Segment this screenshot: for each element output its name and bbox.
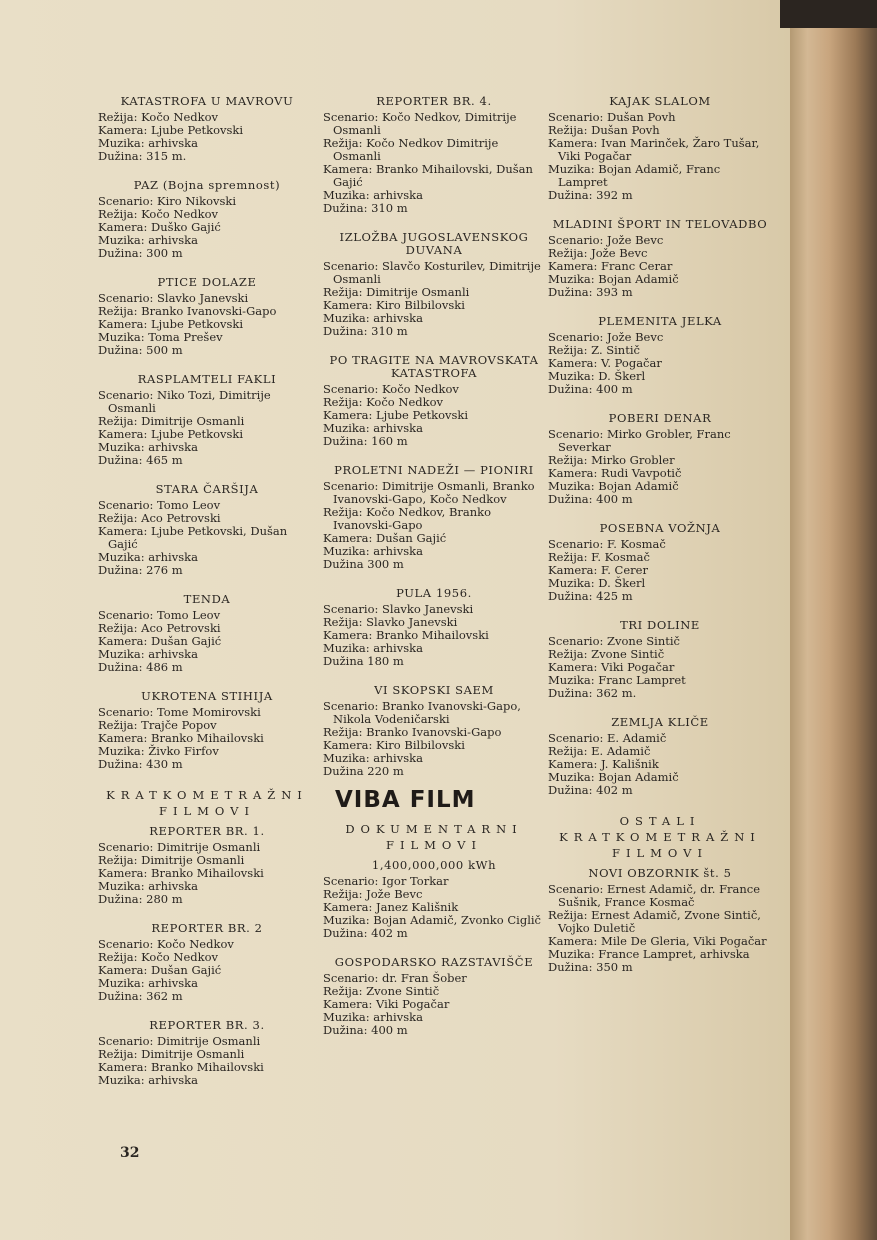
film-title: GOSPODARSKO RAZSTAVIŠČE	[334, 955, 534, 969]
film-title: REPORTER BR. 1.	[149, 824, 265, 838]
section-heading: OSTALI KRATKOMETRAŽNI FILMOVI	[559, 814, 761, 860]
film-entry	[548, 867, 780, 974]
film-title: IZLOŽBA JUGOSLAVENSKOG DUVANA	[339, 230, 529, 257]
credit-line: Scenario: Ernest Adamič, dr. France Sušnik, France Kosmač	[548, 882, 761, 909]
credit-line: Kamera: Viki Pogačar	[548, 660, 675, 674]
credit-line: Režija: Jože Bevc	[323, 887, 423, 901]
film-title: 1,400,000,000 kWh	[371, 858, 497, 872]
credit-line: Dužina: 276 m	[98, 563, 183, 577]
film-title: REPORTER BR. 3.	[149, 1018, 265, 1032]
credit-line: Dužina: 310 m	[323, 201, 408, 215]
credit-line: Scenario: Tomo Leov	[98, 498, 221, 512]
credit-line: Muzika: arhivska	[323, 1010, 423, 1024]
film-entry	[548, 716, 780, 797]
film-title: PROLETNI NADEŽI — PIONIRI	[334, 463, 534, 477]
film-title: PO TRAGITE NA MAVROVSKATA KATASTROFA	[329, 353, 539, 380]
credit-line: Dužina: 402 m	[323, 926, 408, 940]
film-entry	[548, 412, 780, 506]
credit-line: Režija: Kočo Nedkov Dimitrije Osmanli	[323, 136, 499, 163]
credit-line: Dužina: 300 m	[98, 246, 183, 260]
film-title: REPORTER BR. 4.	[376, 94, 492, 108]
film-entry	[98, 922, 316, 1003]
film-title: PULA 1956.	[396, 586, 472, 600]
credit-line: Scenario: F. Kosmač	[548, 537, 666, 551]
credit-line: Scenario: Jože Bevc	[548, 330, 664, 344]
credit-line: Dužina: 392 m	[548, 188, 633, 202]
credit-line: Muzika: Franc Lampret	[548, 673, 686, 687]
film-title: UKROTENA STIHIJA	[141, 689, 273, 703]
credit-line: Kamera: F. Cerer	[548, 563, 648, 577]
credit-line: Muzika: arhivska	[98, 550, 198, 564]
film-entry	[98, 690, 316, 771]
credit-line: Dužina: 430 m	[98, 757, 183, 771]
credit-line: Režija: F. Kosmač	[548, 550, 650, 564]
credit-line: Kamera: Ljube Petkovski, Dušan Gajić	[98, 524, 288, 551]
film-title: ZEMLJA KLIČE	[611, 715, 709, 729]
credit-line: Scenario: dr. Fran Šober	[323, 971, 467, 985]
credit-line: Režija: Kočo Nedkov	[323, 395, 443, 409]
credit-line: Kamera: Ivan Marinček, Žaro Tušar, Viki Pogačar	[548, 136, 760, 163]
credit-line: Dužina: 315 m.	[98, 149, 187, 163]
credit-line: Kamera: Kiro Bilbilovski	[323, 298, 465, 312]
film-title: STARA ČARŠIJA	[155, 482, 259, 496]
credit-line: Kamera: Branko Mihailovski	[98, 866, 264, 880]
credit-line: Kamera: Duško Gajić	[98, 220, 221, 234]
credit-line: Kamera: Ljube Petkovski	[323, 408, 469, 422]
credit-line: Muzika: Toma Prešev	[98, 330, 223, 344]
credit-line: Muzika: Bojan Adamič	[548, 770, 679, 784]
film-title: VI SKOPSKI SAEM	[374, 683, 494, 697]
credit-line: Scenario: Zvone Sintič	[548, 634, 680, 648]
credit-line: Dužina: 310 m	[323, 324, 408, 338]
credit-line: Dužina: 362 m	[98, 989, 183, 1003]
page-edge	[790, 0, 877, 1240]
viba-film-logo: VIBA FILM	[335, 787, 476, 813]
credit-line: Scenario: Kočo Nedkov	[323, 382, 459, 396]
film-entry	[98, 593, 316, 674]
credit-line: Scenario: Slavčo Kosturilev, Dimitrije Osmanli	[323, 259, 541, 286]
credit-line: Scenario: Branko Ivanovski-Gapo, Nikola Vodeničarski	[323, 699, 521, 726]
credit-line: Scenario: Kočo Nedkov	[98, 937, 234, 951]
credit-line: Scenario: Dimitrije Osmanli, Branko Ivanovski-Gapo, Kočo Nedkov	[323, 479, 535, 506]
film-entry	[323, 956, 545, 1037]
credit-line: Muzika: Bojan Adamič	[548, 479, 679, 493]
credit-line: Kamera: Dušan Gajić	[98, 963, 222, 977]
credit-line: Dužina: 486 m	[98, 660, 183, 674]
credit-line: Dužina: 400 m	[323, 1023, 408, 1037]
column-left	[98, 95, 316, 1103]
credit-line: Režija: Branko Ivanovski-Gapo	[98, 304, 277, 318]
credit-line: Muzika: arhivska	[98, 976, 198, 990]
credit-line: Kamera: Dušan Gajić	[98, 634, 222, 648]
film-entry	[548, 315, 780, 396]
credit-line: Muzika: Živko Firfov	[98, 744, 219, 758]
credit-line: Muzika: arhivska	[323, 751, 423, 765]
credit-line: Režija: E. Adamič	[548, 744, 651, 758]
section-heading: KRATKOMETRAŽNI FILMOVI	[106, 788, 308, 818]
credit-line: Dužina: 400 m	[548, 492, 633, 506]
film-entry	[98, 179, 316, 260]
credit-line: Dužina: 160 m	[323, 434, 408, 448]
film-entry	[98, 825, 316, 906]
credit-line: Kamera: Ljube Petkovski	[98, 317, 244, 331]
credit-line: Scenario: Niko Tozi, Dimitrije Osmanli	[98, 388, 271, 415]
credit-line: Kamera: Rudi Vavpotič	[548, 466, 682, 480]
film-entry	[323, 231, 545, 338]
credit-line: Kamera: Dušan Gajić	[323, 531, 447, 545]
film-entry	[98, 95, 316, 163]
credit-line: Režija: Mirko Grobler	[548, 453, 675, 467]
film-title: PAZ (Bojna spremnost)	[133, 178, 281, 192]
film-entry	[548, 218, 780, 299]
credit-line: Režija: Aco Petrovski	[98, 621, 221, 635]
film-entry	[98, 483, 316, 577]
film-entry	[323, 95, 545, 215]
credit-line: Muzika: arhivska	[98, 440, 198, 454]
film-title: KAJAK SLALOM	[609, 94, 711, 108]
credit-line: Režija: Kočo Nedkov	[98, 207, 218, 221]
credit-line: Kamera: Kiro Bilbilovski	[323, 738, 465, 752]
credit-line: Režija: Dimitrije Osmanli	[98, 414, 245, 428]
credit-line: Kamera: Branko Mihailovski, Dušan Gajić	[323, 162, 533, 189]
film-entry	[323, 587, 545, 668]
credit-line: Dužina 220 m	[323, 764, 404, 778]
credit-line: Muzika: Bojan Adamič, Franc Lampret	[548, 162, 721, 189]
credit-line: Režija: Aco Petrovski	[98, 511, 221, 525]
credit-line: Režija: Branko Ivanovski-Gapo	[323, 725, 502, 739]
credit-line: Režija: Zvone Sintič	[323, 984, 440, 998]
credit-line: Muzika: arhivska	[323, 544, 423, 558]
film-entry	[323, 354, 545, 448]
film-entry	[323, 859, 545, 940]
credit-line: Muzika: arhivska	[98, 647, 198, 661]
credit-line: Muzika: Bojan Adamič, Zvonko Ciglič	[323, 913, 541, 927]
film-entry	[98, 1019, 316, 1087]
film-title: PTICE DOLAZE	[157, 275, 257, 289]
film-title: TRI DOLINE	[620, 618, 700, 632]
credit-line: Scenario: Slavko Janevski	[98, 291, 249, 305]
credit-line: Kamera: V. Pogačar	[548, 356, 662, 370]
credit-line: Scenario: Tome Momirovski	[98, 705, 261, 719]
film-entry	[323, 684, 545, 778]
credit-line: Dužina: 500 m	[98, 343, 183, 357]
credit-line: Režija: Dušan Povh	[548, 123, 660, 137]
credit-line: Muzika: France Lampret, arhivska	[548, 947, 750, 961]
credit-line: Muzika: arhivska	[323, 311, 423, 325]
film-entry	[323, 464, 545, 571]
credit-line: Scenario: Kočo Nedkov, Dimitrije Osmanli	[323, 110, 517, 137]
credit-line: Kamera: Janez Kališnik	[323, 900, 459, 914]
credit-line: Kamera: Branko Mihailovski	[98, 1060, 264, 1074]
credit-line: Dužina: 400 m	[548, 382, 633, 396]
film-entry	[548, 619, 780, 700]
film-title: MLADINI ŠPORT IN TELOVADBO	[552, 217, 768, 231]
film-title: RASPLAMTELI FAKLI	[137, 372, 277, 386]
credit-line: Dužina: 425 m	[548, 589, 633, 603]
credit-line: Scenario: E. Adamič	[548, 731, 667, 745]
credit-line: Kamera: Ljube Petkovski	[98, 427, 244, 441]
credit-line: Režija: Ernest Adamič, Zvone Sintič, Vojko Duletič	[548, 908, 761, 935]
page-number: 32	[120, 1145, 140, 1161]
credit-line: Režija: Slavko Janevski	[323, 615, 458, 629]
credit-line: Scenario: Dimitrije Osmanli	[98, 840, 261, 854]
credit-line: Režija: Kočo Nedkov	[98, 110, 218, 124]
credit-line: Scenario: Jože Bevc	[548, 233, 664, 247]
credit-line: Kamera: Branko Mihailovski	[98, 731, 264, 745]
film-title: TENDA	[183, 592, 231, 606]
credit-line: Dužina 300 m	[323, 557, 404, 571]
credit-line: Režija: Zvone Sintič	[548, 647, 665, 661]
credit-line: Dužina: 280 m	[98, 892, 183, 906]
credit-line: Dužina: 402 m	[548, 783, 633, 797]
credit-line: Muzika: arhivska	[323, 188, 423, 202]
film-title: KATASTROFA U MAVROVU	[120, 94, 294, 108]
binding-band	[780, 0, 877, 28]
credit-line: Scenario: Tomo Leov	[98, 608, 221, 622]
film-title: PLEMENITA JELKA	[598, 314, 722, 328]
credit-line: Kamera: Ljube Petkovski	[98, 123, 244, 137]
credit-line: Muzika: arhivska	[98, 879, 198, 893]
film-title: POSEBNA VOŽNJA	[599, 521, 721, 535]
credit-line: Dužina: 393 m	[548, 285, 633, 299]
film-entry	[98, 373, 316, 467]
credit-line: Režija: Kočo Nedkov, Branko Ivanovski-Gapo	[323, 505, 492, 532]
credit-line: Režija: Kočo Nedkov	[98, 950, 218, 964]
credit-line: Muzika: arhivska	[323, 641, 423, 655]
credit-line: Režija: Trajče Popov	[98, 718, 217, 732]
film-entry	[548, 522, 780, 603]
credit-line: Dužina: 465 m	[98, 453, 183, 467]
column-right	[548, 95, 780, 990]
credit-line: Scenario: Dušan Povh	[548, 110, 676, 124]
credit-line: Režija: Dimitrije Osmanli	[98, 853, 245, 867]
credit-line: Scenario: Mirko Grobler, Franc Severkar	[548, 427, 731, 454]
credit-line: Muzika: arhivska	[98, 136, 198, 150]
credit-line: Muzika: arhivska	[323, 421, 423, 435]
film-entry	[548, 95, 780, 202]
credit-line: Kamera: Franc Cerar	[548, 259, 673, 273]
credit-line: Muzika: D. Škerl	[548, 369, 646, 383]
credit-line: Kamera: J. Kališnik	[548, 757, 659, 771]
credit-line: Režija: Z. Sintič	[548, 343, 640, 357]
credit-line: Režija: Dimitrije Osmanli	[98, 1047, 245, 1061]
credit-line: Kamera: Mile De Gleria, Viki Pogačar	[548, 934, 767, 948]
credit-line: Muzika: D. Škerl	[548, 576, 646, 590]
credit-line: Muzika: arhivska	[98, 1073, 198, 1087]
credit-line: Scenario: Slavko Janevski	[323, 602, 474, 616]
credit-line: Scenario: Kiro Nikovski	[98, 194, 237, 208]
credit-line: Režija: Jože Bevc	[548, 246, 648, 260]
credit-line: Kamera: Viki Pogačar	[323, 997, 450, 1011]
section-heading: DOKUMENTARNI FILMOVI	[345, 822, 523, 852]
credit-line: Dužina: 350 m	[548, 960, 633, 974]
credit-line: Muzika: arhivska	[98, 233, 198, 247]
column-middle	[323, 95, 545, 1053]
credit-line: Scenario: Dimitrije Osmanli	[98, 1034, 261, 1048]
film-title: REPORTER BR. 2	[151, 921, 263, 935]
credit-line: Režija: Dimitrije Osmanli	[323, 285, 470, 299]
credit-line: Scenario: Igor Torkar	[323, 874, 449, 888]
credit-line: Dužina 180 m	[323, 654, 404, 668]
film-entry	[98, 276, 316, 357]
credit-line: Dužina: 362 m.	[548, 686, 637, 700]
film-title: NOVI OBZORNIK št. 5	[588, 866, 732, 880]
credit-line: Muzika: Bojan Adamič	[548, 272, 679, 286]
credit-line: Kamera: Branko Mihailovski	[323, 628, 489, 642]
film-title: POBERI DENAR	[608, 411, 712, 425]
